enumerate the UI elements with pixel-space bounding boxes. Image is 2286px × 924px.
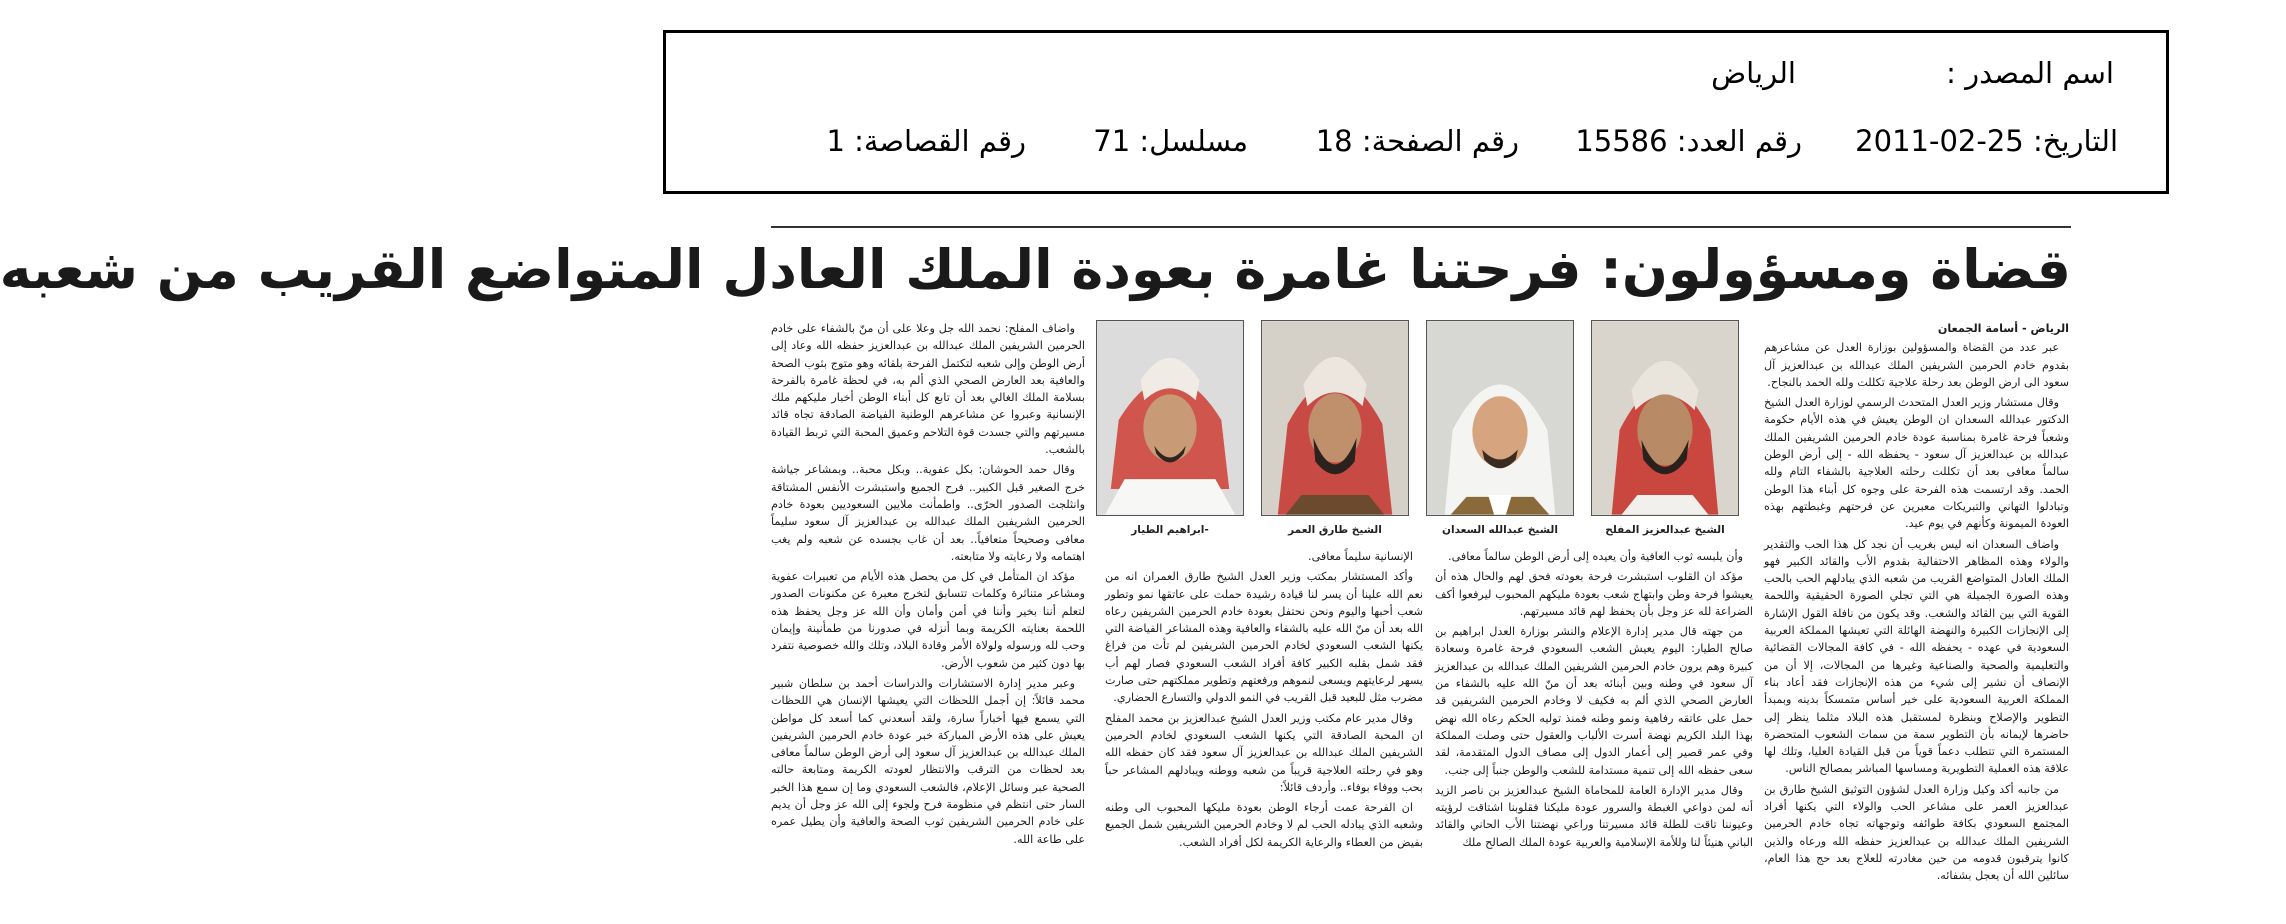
photo-altayyar (1096, 320, 1244, 516)
paragraph: من جانبه أكد وكيل وزارة العدل لشؤون التوثيق الشيخ طارق بن عبدالعزيز العمر على مشاعر الحب والولاء التي يكنها أفراد المجتمع السعودي بكافة طوائفه وتوجهاته تجاه خادم الحرمين الشريفين الملك عبدالله بن عبدالعزيز حفظه الله ورعاه والذين كانوا يترقبون قدومه من حين مغادرته للعلاج بعد حج هذا العام، سائلين الله أن يعجل بشفائه. (1764, 782, 2069, 883)
paragraph: وأن يلبسه ثوب العافية وأن يعيده إلى أرض الوطن سالماً معافى. (1448, 550, 1743, 563)
date-field: التاريخ: 25-02-2011 (1855, 124, 2118, 158)
paragraph: وقال حمد الحوشان: بكل عفوية.. وبكل محبة.. وبمشاعر جياشة خرج الصغير قبل الكبير.. فرح الجميع واستبشرت الأنفس المشتاقة وانثلجت الصدور الحرّى.. واطمأنت ملايين السعوديين بعودة خادم الحرمين الشريفين الملك عبدالله بن عبدالعزيز آل سعود سليماً معافى وصحيحاً متعافياً.. بعد أن غاب بجسده عن شعبه ولم يغب اهتمامه ولا رعايته ولا متابعته. (771, 463, 1085, 563)
caption-alsaadan: الشيخ عبدالله السعدان (1442, 524, 1558, 536)
photo-almufleh (1591, 320, 1739, 516)
paragraph: عبر عدد من القضاة والمسؤولين بوزارة العدل عن مشاعرهم بقدوم خادم الحرمين الشريفين الملك عبدالله بن عبدالعزيز آل سعود الى ارض الوطن بعد رحلة علاجية تكللت ولله الحمد بالنجاح. (1764, 341, 2069, 389)
byline: الرياض - أسامة الجمعان (1937, 322, 2069, 335)
paragraph: واضاف المفلح: نحمد الله جل وعلا على أن منّ بالشفاء على خادم الحرمين الشريفين الملك عبدالله بن عبدالعزيز حفظه الله وعاد إلى أرض الوطن وإلى شعبه لتكتمل الفرحة بلقائه وهو متوج بثوب الصحة والعافية بعد العارض الصحي الذي ألم به، في لحظة غامرة بالفرحة بسلامة الملك الغالي بعد أن تابع كل أبناء الوطن أخبار مليكهم ملك الإنسانية وعبروا عن مشاعرهم الوطنية الفياضة الصادقة تجاه قائد مسيرتهم والتي جسدت قوة التلاحم وعميق المحبة التي تربط القيادة بالشعب. (771, 322, 1085, 457)
article-headline: قضاة ومسؤولون: فرحتنا غامرة بعودة الملك العادل المتواضع القريب من شعبه (0, 238, 2071, 301)
page-number-field: رقم الصفحة: 18 (1315, 124, 1519, 158)
article-column-1 (1764, 320, 2069, 883)
caption-altayyar: -ابراهيم الطيار (1131, 524, 1209, 536)
paragraph: مؤكد ان القلوب استبشرت فرحة بعودته فحق لهم والحال هذه أن يعيشوا فرحة وطن وابتهاج شعب بعودة مليكهم المحبوب ليرفعوا أكف الضراعة لله عز وجل بأن يحفظ لهم قائد مسيرتهم. (1435, 570, 1753, 618)
paragraph: وقال مستشار وزير العدل المتحدث الرسمي لوزارة العدل الشيخ الدكتور عبدالله السعدان ان الوطن يعيش في هذه الأيام حكومة وشعباً فرحة غامرة بمناسبة عودة خادم الحرمين الشريفين الملك عبدالله بن عبدالعزيز آل سعود - يحفظه الله - إلى أرض الوطن سالماً معافى بعد أن تكللت رحلته العلاجية بالشفاء التام ولله الحمد. وقد ارتسمت هذه الفرحة على وجوه كل أبناء هذا الوطن وتبادلوا التهاني والتبريكات معبرين عن فرحتهم وغبطتهم بهذه العودة الميمونة وكأنهم في يوم عيد. (1764, 396, 2069, 531)
paragraph: وأكد المستشار بمكتب وزير العدل الشيخ طارق العمران انه من نعم الله علينا أن يسر لنا قيادة رشيدة حملت على عاتقها نمو وتطور شعب أحبها واليوم ونحن نحتفل بعودة خادم الحرمين الشريفين رعاه الله بعد أن منّ الله عليه بالشفاء والعافية وهذه المشاعر الفياضة التي يكنها الشعب السعودي لخادم الحرمين الشريفين لم تأت من فراغ فقد شمل بقلبه الكبير كافة أفراد الشعب السعودي فصار لهم أب يسهر لرعايتهم ويسعى لنموهم ورفعتهم وتطوير مملكتهم حتى صارت مضرب مثل للبعيد قبل القريب في النمو الدولي والتسارع الحضاري. (1105, 570, 1423, 705)
clipping-header (663, 30, 2169, 194)
portrait-red-ghutra-icon (1592, 321, 1738, 515)
paragraph: من جهته قال مدير إدارة الإعلام والنشر بوزارة العدل ابراهيم بن صالح الطيار: اليوم يعيش الشعب السعودي فرحة غامرة وسعادة كبيرة وهم يرون خادم الحرمين الشريفين الملك عبدالله بن عبدالعزيز آل سعود في وطنه وبين أبنائه بعد أن منّ الله عليه بالشفاء من العارض الصحي الذي ألم به فكيف لا وخادم الحرمين الشريفين قد حمل على عاتقه رفاهية ونمو وطنه فمنذ توليه الحكم رعاه الله نهض بهذا البلد الكريم نهضة أسرت الألباب والعقول حتى وصلت المملكة وفي عمر قصير إلى أعمار الدول إلى مصاف الدول المتقدمة، لقد سعى حفظه الله إلى تنمية مستدامة للشعب والوطن جنباً إلى جنب. (1435, 625, 1753, 777)
photo-alomar (1261, 320, 1409, 516)
source-label: اسم المصدر : (1946, 56, 2114, 90)
article-column-2 (1435, 548, 1753, 860)
article-column-4 (771, 320, 1085, 860)
photo-alsaadan (1426, 320, 1574, 516)
paragraph: مؤكد ان المتأمل في كل من يحصل هذه الأيام من تعبيرات عفوية ومشاعر متناثرة وكلمات تتسابق لتخرج معبرة عن مكنونات الصدور لتعلم أننا بخير وأننا في أمن وأمان وأن الله عز وجل يحفظ هذه اللحمة بعنايته الكريمة وبما أنزله في صدورنا من طمأنينة وإيمان وحب لله ورسوله ولولاة الأمر وقادة البلاد، وتلك والله خصوصية نتفرد بها دون كثير من شعوب الأرض. (771, 570, 1085, 670)
caption-alomar: الشيخ طارق العمر (1288, 524, 1382, 536)
paragraph: ان الفرحة عمت أرجاء الوطن بعودة مليكها المحبوب الى وطنه وشعبه الذي يبادله الحب لم لا وخادم الحرمين الشريفين شمل الجميع بفيض من العطاء والرعاية الكريمة لكل أفراد الشعب. (1105, 801, 1423, 849)
clip-number-field: رقم القصاصة: 1 (826, 124, 1026, 158)
caption-almufleh: الشيخ عبدالعزيز المفلح (1605, 524, 1725, 536)
paragraph: واضاف السعدان انه ليس بغريب أن نجد كل هذا الحب والتقدير والولاء وهذه المظاهر الاحتفالية بقدوم الأب والقائد الكبير فهو الملك العادل المتواضع القريب من شعبه الذي يبادلهم الحب بالحب وهذه الصورة الجميلة هي التي تجلي الصورة الحقيقية واللحمة القوية التي بين القائد والشعب. وقد يكون من نافلة القول الإشارة إلى الإنجازات الكبيرة والنهضة الهائلة التي تعيشها المملكة العربية السعودية في عهده - يحفظه الله - في كافة المجالات القضائية والتعليمية والصحية والصناعية وغيرها من المجالات، إلا أن من الإنصاف أن نشير إلى شيء من هذه الإنجازات فقد أعاد بناء المملكة العربية السعودية على خير أساس متمسكاً بدينه وبمبدأ التطوير والإصلاح وبنظرة لمستقبل هذه البلاد مثلما ينظر إلى حاضرها لإيمانه بأن التطوير سمة من سمات الشعوب المتحضرة المستمرة التي تتطلب دعماً قوياً من قبل القيادة العليا، وتلك لها علاقة هذه العملية التطويرية ومساسها المباشر بمصالح الناس. (1764, 537, 2069, 776)
source-value: الرياض (1711, 56, 1796, 90)
newspaper-clipping (0, 224, 2071, 883)
serial-number-field: مسلسل: 71 (1093, 124, 1248, 158)
article-column-3 (1105, 548, 1423, 860)
portrait-red-ghutra-icon (1097, 321, 1243, 515)
portrait-white-ghutra-icon (1427, 321, 1573, 515)
top-rule (771, 226, 2071, 228)
issue-number-field: رقم العدد: 15586 (1575, 124, 1802, 158)
paragraph: وقال مدير عام مكتب وزير العدل الشيخ عبدالعزيز بن محمد المفلح ان المحبة الصادقة التي يكنها الشعب السعودي لخادم الحرمين الشريفين الملك عبدالله بن عبدالعزيز آل سعود فقد كان حفظه الله وهو في رحلته العلاجية قريباً من شعبه ووطنه ويبادلهم المشاعر حباً بحب ووفاء بوفاء.. وأردف قائلاً: (1105, 711, 1423, 794)
paragraph: وقال مدير الإدارة العامة للمحاماة الشيخ عبدالعزيز بن ناصر الزيد أنه لمن دواعي الغبطة والسرور عودة مليكنا فقلوبنا اشتاقت لرؤيته وعيوننا تاقت للطلة قائد مسيرتنا وراعي نهضتنا الأب الحاني والقائد الباني هنيئاً لنا وللأمة الإسلامية والعربية عودة الملك الصالح ملك (1435, 783, 1753, 849)
paragraph: الإنسانية سليماً معافى. (1308, 550, 1413, 563)
portrait-red-ghutra-icon (1262, 321, 1408, 515)
paragraph: وعبر مدير إدارة الاستشارات والدراسات أحمد بن سلطان شبير محمد قائلاً: إن أجمل اللحظات التي يعيشها الإنسان هي اللحظات التي يسمع فيها أخباراً سارة، ولقد أسعدني كما أسعد كل مواطن يعيش على هذه الأرض المباركة خبر عودة خادم الحرمين الشريفين الملك عبدالله بن عبدالعزيز آل سعود إلى أرض الوطن سالماً معافى بعد لحظات من الترقب والانتظار لعودته الكريمة ومتابعة حالته الصحية عبر وسائل الإعلام، فالشعب السعودي وما إن سمع هذا الخبر السار حتى انتظم في منظومة فرح ولجوء إلى الله عز وجل أن يديم على خادم الحرمين الشريفين ثوب الصحة والعافية وأن يطيل عمره على طاعة الله. (771, 676, 1085, 846)
